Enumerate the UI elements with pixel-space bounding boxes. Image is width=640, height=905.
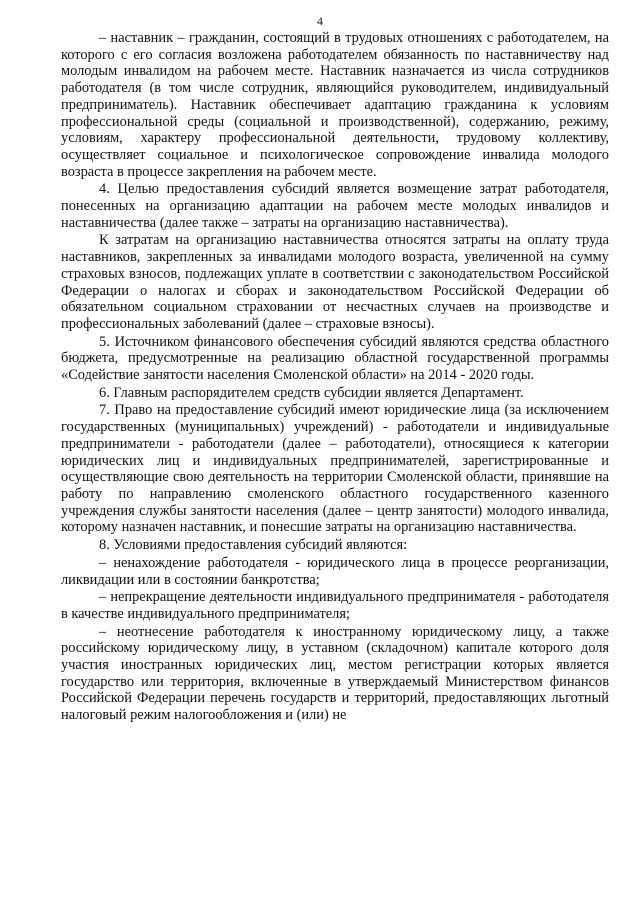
paragraph-condition-foreign-entity: – неотнесение работодателя к иностранному юридическому лицу, а также российскому юридическому лицу, в уставном (складочном) капитале которого доля участия иностранных юридических лиц, местом регистрации которых является государство или территория, включенные в утверждаемый Министерством финансов Российской Федерации перечень государств и территорий, предоставляющих льготный налоговый режим налогообложения и (или) не: [61, 623, 609, 724]
paragraph-item-8-conditions: 8. Условиями предоставления субсидий являются:: [99, 537, 408, 554]
paragraph-item-6-main-manager: 6. Главным распорядителем средств субсидии является Департамент.: [99, 384, 524, 401]
document-body: [61, 30, 609, 724]
paragraph-item-5-funding-source: 5. Источником финансового обеспечения субсидий являются средства областного бюджета, предусмотренные на реализацию областной государственной программы «Содействие занятости населения Смоленской области» на 2014 - 2020 годы.: [61, 333, 609, 384]
page-number: 4: [317, 14, 323, 28]
paragraph-mentorship-costs: К затратам на организацию наставничества относятся затраты на оплату труда наставников, закрепленных за инвалидами молодого возраста, увеличенной на сумму страховых взносов, подлежащих уплате в соответствии с законодательством Российской Федерации о налогах и сборах и законодательством Российской Федерации об обязательном социальном страховании от несчастных случаев на производстве и профессиональных заболеваний (далее – страховые взносы).: [61, 232, 609, 332]
paragraph-item-4-purpose: 4. Целью предоставления субсидий является возмещение затрат работодателя, понесенных на организацию адаптации на рабочем месте молодых инвалидов и наставничества (далее также – затраты на организацию наставничества).: [61, 181, 609, 231]
paragraph-condition-entrepreneur: – непрекращение деятельности индивидуального предпринимателя - работодателя в качестве индивидуального предпринимателя;: [61, 589, 609, 622]
paragraph-mentor-definition: – наставник – гражданин, состоящий в трудовых отношениях с работодателем, на которого с его согласия возложена работодателем обязанность по наставничеству над молодым инвалидом на рабочем месте. Наставник назначается из числа сотрудников работодателя (в том числе сотрудник, являющийся руководителем, индивидуальный предприниматель). Наставник обеспечивает адаптацию гражданина к условиям профессиональной среды (социальной и производственной), содержанию, режиму, условиям, характеру профессиональной деятельности, трудовому коллективу, осуществляет социальное и психологическое сопровождение инвалида молодого возраста в процессе закрепления на рабочем месте.: [61, 30, 609, 180]
paragraph-item-7-eligibility: 7. Право на предоставление субсидий имеют юридические лица (за исключением государственных (муниципальных) учреждений) - работодатели и индивидуальные предприниматели - работодатели (далее – работодатели), относящиеся к категории юридических лиц и индивидуальных предпринимателей, зарегистрированные и осуществляющие свою деятельность на территории Смоленской области, принявшие на работу по направлению смоленского областного государственного казенного учреждения службы занятости населения (далее – центр занятости) молодого инвалида, которому назначен наставник, и понесшие затраты на организацию наставничества.: [61, 402, 609, 536]
paragraph-condition-reorganization: – ненахождение работодателя - юридического лица в процессе реорганизации, ликвидации или в состоянии банкротства;: [61, 554, 609, 588]
